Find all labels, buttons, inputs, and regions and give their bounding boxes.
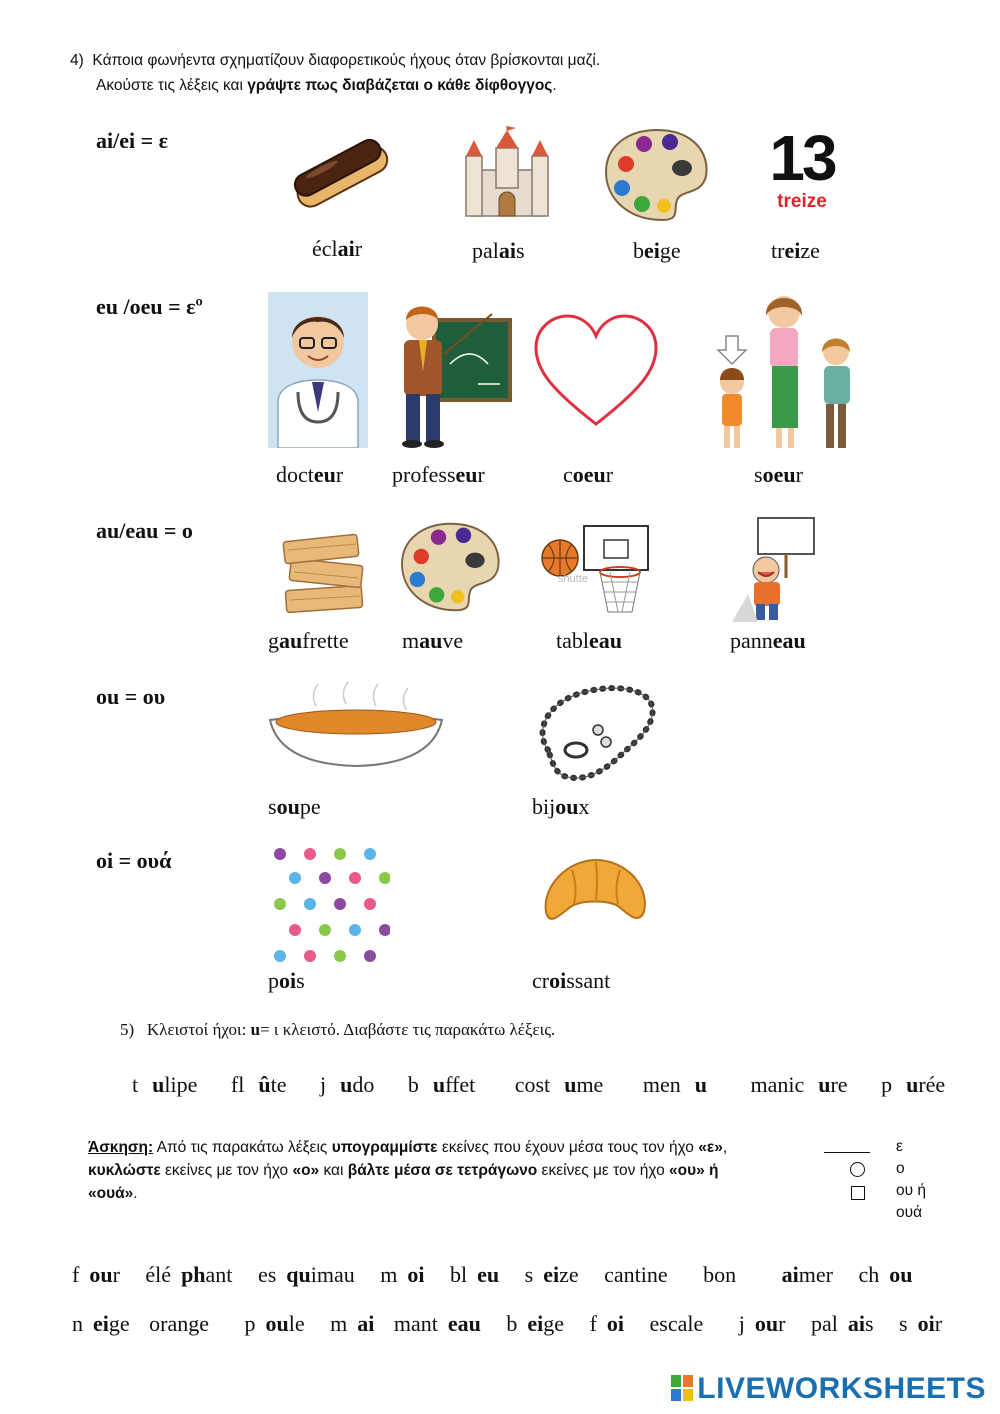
sign-man-image <box>728 514 818 624</box>
exercise-word[interactable]: cantine <box>604 1262 668 1287</box>
word-coeur: coeur <box>563 462 614 487</box>
square-symbol <box>851 1186 865 1200</box>
castle-image <box>462 126 552 220</box>
exercise-word[interactable]: orange <box>149 1311 210 1336</box>
word-eclair: éclair <box>312 236 363 261</box>
exercise-word[interactable]: es quimau <box>257 1262 355 1287</box>
jewelry-image <box>528 680 658 790</box>
exercise-word[interactable]: f oi <box>589 1311 625 1336</box>
instructions-line-1 <box>70 48 600 73</box>
circle-symbol <box>850 1162 865 1177</box>
exercise-word[interactable]: bl eu <box>450 1262 500 1287</box>
word-panneau: panneau <box>730 628 806 653</box>
underline-symbol <box>824 1152 870 1153</box>
word-treize: treize <box>771 238 820 263</box>
instructions-text-1: Κάποια φωνήεντα σχηματίζουν διαφορετικούς ήχους όταν βρίσκονται μαζί. <box>92 52 601 69</box>
exercise-word[interactable]: ch ou <box>858 1262 913 1287</box>
instructions-text-2b: γράψτε πως διαβάζεται ο κάθε δίφθογγος <box>247 77 553 94</box>
doctor-image <box>268 292 368 448</box>
category-label: oi = ουά <box>96 848 172 873</box>
category-label: eu /oeu = εº <box>96 294 203 319</box>
instructions-text-2a: Ακούστε τις λέξεις και <box>96 77 248 94</box>
exercise-word[interactable]: s oir <box>899 1311 943 1336</box>
instructions <box>70 48 600 98</box>
word-pois: pois <box>268 968 305 993</box>
liveworksheets-logo <box>671 1372 986 1406</box>
legend-ou-line-1: ου ή <box>896 1182 927 1199</box>
exercise-5-instruction: 5) Κλειστοί ήχοι: u= ι κλειστό. Διαβάστε τις παρακάτω λέξεις. <box>120 1020 556 1039</box>
exercise-number: 4) <box>70 52 84 69</box>
shutterstock-watermark: shutte <box>558 573 588 585</box>
palette-image <box>602 124 712 226</box>
word-beige: beige <box>633 238 681 263</box>
legend-o: ο <box>896 1160 905 1177</box>
exercise-word[interactable]: p oule <box>244 1311 305 1336</box>
exercise-word[interactable]: f our <box>72 1262 120 1287</box>
word-mauve: mauve <box>402 628 464 653</box>
word-gaufrette: gaufrette <box>268 628 349 653</box>
exercise-word[interactable]: aimer <box>781 1262 833 1287</box>
soup-image <box>266 680 446 770</box>
exercise-word[interactable]: escale <box>649 1311 704 1336</box>
exercise-word[interactable]: n eige <box>72 1311 130 1336</box>
exercise-word[interactable]: mant eau <box>393 1311 481 1336</box>
exercise-word[interactable]: élé phant <box>145 1262 233 1287</box>
closed-word: b uffet <box>407 1072 476 1097</box>
closed-word: p urée <box>881 1072 946 1097</box>
legend-ou-line-2: ουά <box>896 1204 923 1221</box>
thirteen-word: treize <box>777 191 827 212</box>
family-image <box>708 290 864 456</box>
teacher-image <box>388 294 512 448</box>
exercise-5-number: 5) <box>120 1020 135 1039</box>
legend-e: ε <box>896 1138 903 1155</box>
task-title: Άσκηση: <box>88 1139 154 1156</box>
thirteen-image <box>764 124 840 212</box>
instructions-line-2 <box>70 73 600 98</box>
word-soeur: soeur <box>754 462 803 487</box>
eclair-image <box>286 128 396 220</box>
croissant-image <box>538 852 652 934</box>
category-label: ai/ei = ε <box>96 128 169 153</box>
thirteen-number: 13 <box>769 122 835 194</box>
exercise-word[interactable]: m oi <box>380 1262 425 1287</box>
word-professeur: professeur <box>392 462 485 487</box>
palette-image <box>396 518 506 616</box>
exercise-word[interactable]: j our <box>738 1311 786 1336</box>
exercise-words-line-2 <box>72 1311 962 1337</box>
word-croissant: croissant <box>532 968 611 993</box>
instructions-text-2c: . <box>552 77 557 94</box>
word-soupe: soupe <box>268 794 321 819</box>
liveworksheets-text: LIVEWORKSHEETS <box>697 1372 986 1405</box>
closed-word: manic ure <box>750 1072 848 1097</box>
exercise-word[interactable]: s eize <box>524 1262 579 1287</box>
closed-word: fl ûte <box>230 1072 287 1097</box>
heart-image <box>532 312 660 432</box>
liveworksheets-mark-icon <box>671 1375 693 1401</box>
basketball-image <box>538 522 652 620</box>
exercise-word[interactable]: bon <box>703 1262 737 1287</box>
word-docteur: docteur <box>276 462 344 487</box>
closed-word: j udo <box>319 1072 375 1097</box>
exercise-word[interactable]: b eige <box>506 1311 565 1336</box>
exercise-word[interactable]: m ai <box>330 1311 375 1336</box>
exercise-word[interactable]: pal ais <box>810 1311 874 1336</box>
word-tableau: tableau <box>556 628 622 653</box>
closed-word: t ulipe <box>132 1072 198 1097</box>
polka-dots-image <box>270 846 390 964</box>
word-palais: palais <box>472 238 525 263</box>
task-instructions: Άσκηση: Από τις παρακάτω λέξεις υπογραμμίστε εκείνες που έχουν μέσα τους τον ήχο «ε», κυκλώστε εκείνες με τον ήχο «ο» και βάλτε μέσα σε τετράγωνο εκείνες με τον ήχο «ου» ή «ουά». <box>88 1139 728 1202</box>
closed-word: men u <box>642 1072 707 1097</box>
category-label: au/eau = o <box>96 518 193 543</box>
closed-word: cost ume <box>514 1072 604 1097</box>
exercise-words-line-1 <box>72 1262 932 1288</box>
waffle-image <box>280 518 370 616</box>
word-bijoux: bijoux <box>532 794 590 819</box>
closed-sound-words <box>132 1072 973 1098</box>
category-label: ou = ου <box>96 684 166 709</box>
